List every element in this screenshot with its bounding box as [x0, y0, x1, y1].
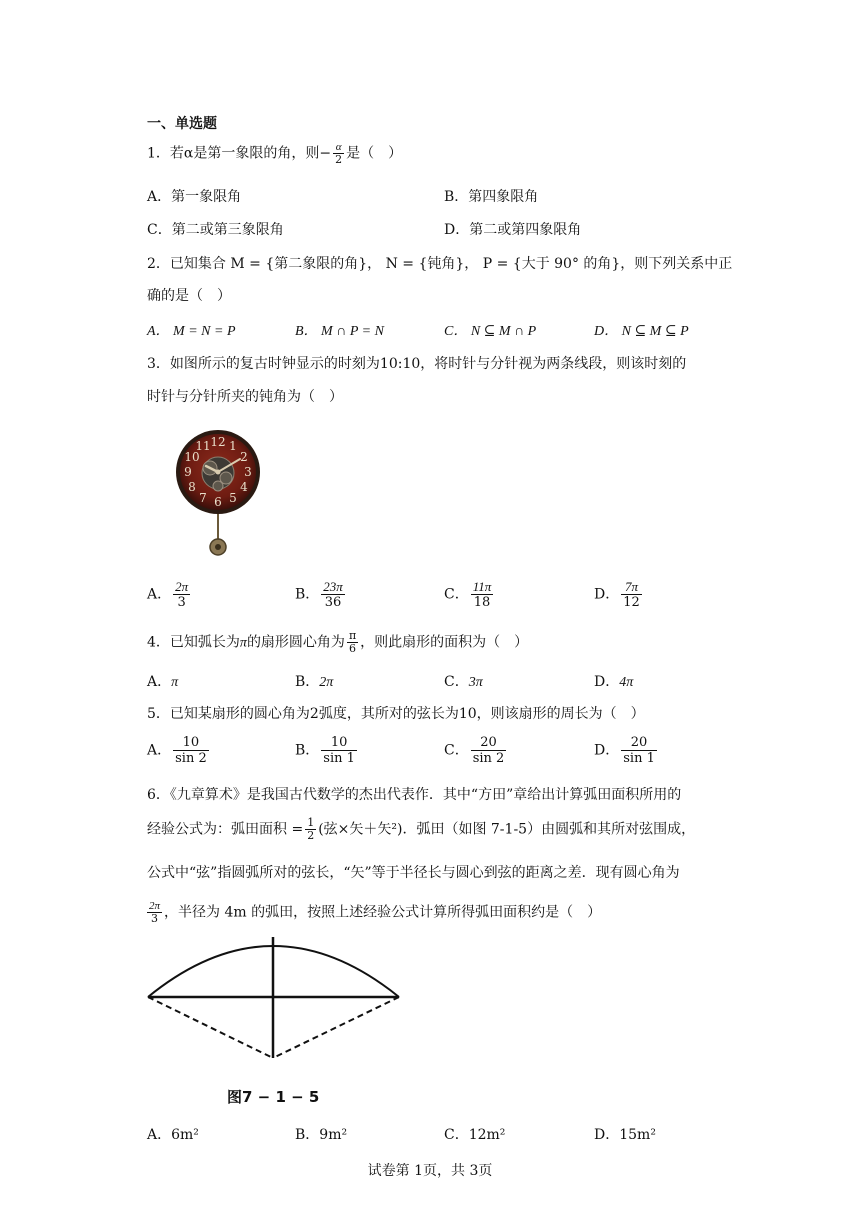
question-1-stem [147, 141, 402, 166]
q3-c-num: 11π [472, 579, 492, 594]
q3-b-label: B． [295, 586, 320, 603]
q4-stem-b: 的扇形圆心角为 [246, 634, 345, 651]
q6-line2-frac-num: 1 [307, 816, 315, 829]
q6-line4-frac-den: 3 [151, 912, 158, 925]
q3-d-den: 12 [623, 595, 640, 610]
q2-option-d[interactable]: D． N ⊆ M ⊆ P [594, 324, 689, 339]
q3-b-fraction [321, 579, 345, 610]
q4-frac-den: 6 [349, 642, 357, 655]
q6-line4-text: ，半径为 4m 的弧田，按照上述经验公式计算所得弧田面积约是（ ） [164, 904, 602, 921]
q5-c-den: sin 2 [472, 751, 505, 766]
q5-b-num: 10 [321, 735, 357, 751]
q4-a-label: A． [147, 674, 172, 690]
q3-line2: 时针与分针所夹的钝角为（ ） [147, 389, 343, 405]
clock-numeral-10: 10 [184, 450, 200, 464]
q2-line2: 确的是（ ） [147, 288, 231, 304]
q5-d-fraction [621, 735, 657, 766]
q5-c-num: 20 [471, 735, 507, 751]
q6-line1: 6．《九章算术》是我国古代数学的杰出代表作．其中“方田”章给出计算弧田面积所用的 [147, 787, 682, 803]
clock-numeral-11: 11 [195, 439, 211, 453]
q5-d-num: 20 [621, 735, 657, 751]
q4-stem-a: 4．已知弧长为 [147, 634, 240, 651]
q3-d-num: 7π [621, 579, 642, 595]
q6-line3: 公式中“弦”指圆弧所对的弦长，“矢”等于半径长与圆心到弦的距离之差．现有圆心角为 [147, 865, 680, 881]
q4-option-d[interactable] [594, 671, 633, 691]
clock-figure [170, 428, 270, 560]
q1-fraction [333, 141, 344, 166]
q5-a-num: 10 [173, 735, 209, 751]
q3-b-den: 36 [324, 595, 342, 610]
q1-option-d[interactable]: D．第二或第四象限角 [444, 222, 582, 238]
q3-line1: 3．如图所示的复古时钟显示的时刻为10:10，将时针与分针视为两条线段，则该时刻的 [147, 356, 687, 372]
q5-d-den: sin 1 [623, 751, 655, 766]
q3-a-num: 2π [175, 579, 189, 594]
clock-numeral-7: 7 [199, 491, 207, 505]
radius-right-dashed [273, 997, 399, 1058]
q5-b-den: sin 1 [323, 751, 355, 766]
figure-caption: 图7 − 1 − 5 [227, 1088, 320, 1106]
q4-pi: π [239, 635, 247, 651]
clock-numeral-12: 12 [210, 435, 226, 449]
q6-option-c[interactable]: C．12m² [444, 1127, 506, 1143]
clock-numeral-6: 6 [214, 495, 222, 509]
q1-frac-den: 2 [335, 153, 343, 166]
q5-a-fraction [173, 735, 209, 766]
q4-frac-num: π [348, 629, 357, 642]
q5-b-fraction [321, 735, 357, 766]
q4-stem [147, 630, 528, 655]
q4-d-label: D． [594, 674, 620, 690]
q3-option-b[interactable] [295, 579, 347, 610]
q4-option-a[interactable] [147, 671, 178, 691]
q3-d-label: D． [594, 586, 620, 603]
clock-svg [170, 428, 270, 560]
q2-option-c[interactable]: C． N ⊆ M ∩ P [444, 324, 537, 339]
q2-line1: 2．已知集合 M = {第二象限的角}， N = {钝角}， P = {大于 90° 的角}，则下列关系中正 [147, 256, 733, 272]
q5-option-c[interactable] [444, 735, 508, 766]
q3-c-den: 18 [473, 595, 491, 610]
q3-d-fraction [621, 579, 642, 610]
q4-c-label: C． [444, 674, 469, 690]
clock-numeral-3: 3 [244, 465, 252, 479]
q6-option-b[interactable]: B．9m² [295, 1127, 348, 1143]
q5-stem: 5．已知某扇形的圆心角为2弧度，其所对的弦长为10，则该扇形的周长为（ ） [147, 706, 645, 722]
q5-b-label: B． [295, 742, 320, 759]
q5-option-d[interactable] [594, 735, 659, 766]
clock-numeral-8: 8 [188, 480, 196, 494]
q6-line4 [147, 900, 601, 925]
q3-option-c[interactable] [444, 579, 495, 610]
q4-option-b[interactable] [295, 671, 333, 691]
q1-option-a[interactable]: A．第一象限角 [147, 189, 242, 205]
q6-line2 [147, 817, 695, 842]
q1-minus: − [319, 145, 332, 162]
clock-gear-small-3 [213, 481, 223, 491]
q3-b-num: 23π [323, 579, 343, 594]
q4-a-value: π [171, 675, 179, 690]
clock-numeral-2: 2 [240, 450, 248, 464]
q6-option-a[interactable]: A．6m² [147, 1127, 199, 1143]
q1-frac-num: α [333, 141, 344, 154]
q5-a-den: sin 2 [175, 751, 207, 766]
page-footer: 试卷第 1页，共 3页 [367, 1163, 493, 1179]
q6-option-d[interactable]: D．15m² [594, 1127, 656, 1143]
q2-option-a[interactable]: A． M = N = P [147, 324, 236, 339]
q3-c-fraction [471, 579, 494, 610]
q3-c-label: C． [444, 586, 469, 603]
q4-stem-c: ，则此扇形的面积为（ ） [360, 634, 529, 651]
arc-field-svg [140, 930, 415, 1075]
q5-d-label: D． [594, 742, 620, 759]
clock-numeral-9: 9 [184, 465, 192, 479]
q1-option-b[interactable]: B．第四象限角 [444, 189, 539, 205]
q5-option-b[interactable] [295, 735, 359, 766]
q5-option-a[interactable] [147, 735, 211, 766]
q4-d-value: 4π [619, 675, 634, 690]
pendulum-gear-hub [215, 544, 221, 550]
q6-line2-a: 经验公式为：弧田面积 = [147, 821, 304, 838]
q3-a-den: 3 [177, 595, 186, 610]
q1-stem-a: 1．若α是第一象限的角，则 [147, 145, 320, 162]
q3-a-fraction [173, 579, 190, 610]
q4-b-value: 2π [319, 675, 334, 690]
clock-center-pin [216, 470, 221, 475]
clock-numeral-5: 5 [229, 491, 237, 505]
q1-option-c[interactable]: C．第二或第三象限角 [147, 222, 284, 238]
q6-line2-fraction [305, 817, 316, 842]
q1-stem-b: 是（ ） [346, 145, 403, 162]
q6-line2-frac-den: 2 [307, 829, 315, 842]
q4-fraction [347, 630, 358, 655]
q6-line4-frac-num: 2π [149, 900, 161, 912]
q3-a-label: A． [147, 586, 172, 603]
section-title: 一、单选题 [147, 116, 217, 132]
q3-option-a[interactable] [147, 579, 192, 610]
clock-numeral-1: 1 [229, 439, 237, 453]
q5-c-label: C． [444, 742, 469, 759]
clock-numeral-4: 4 [240, 480, 248, 494]
q6-line4-fraction [147, 900, 162, 925]
q4-b-label: B． [295, 674, 320, 690]
arc-field-figure [140, 930, 415, 1075]
q5-c-fraction [471, 735, 507, 766]
radius-left-dashed [148, 997, 273, 1058]
q4-option-c[interactable] [444, 671, 483, 691]
q2-option-b[interactable]: B． M ∩ P = N [295, 324, 384, 339]
q5-a-label: A． [147, 742, 172, 759]
q6-line2-b: (弦×矢＋矢²)．弧田（如图 7-1-5）由圆弧和其所对弦围成， [318, 821, 696, 838]
q4-c-value: 3π [468, 675, 483, 690]
q3-option-d[interactable] [594, 579, 644, 610]
